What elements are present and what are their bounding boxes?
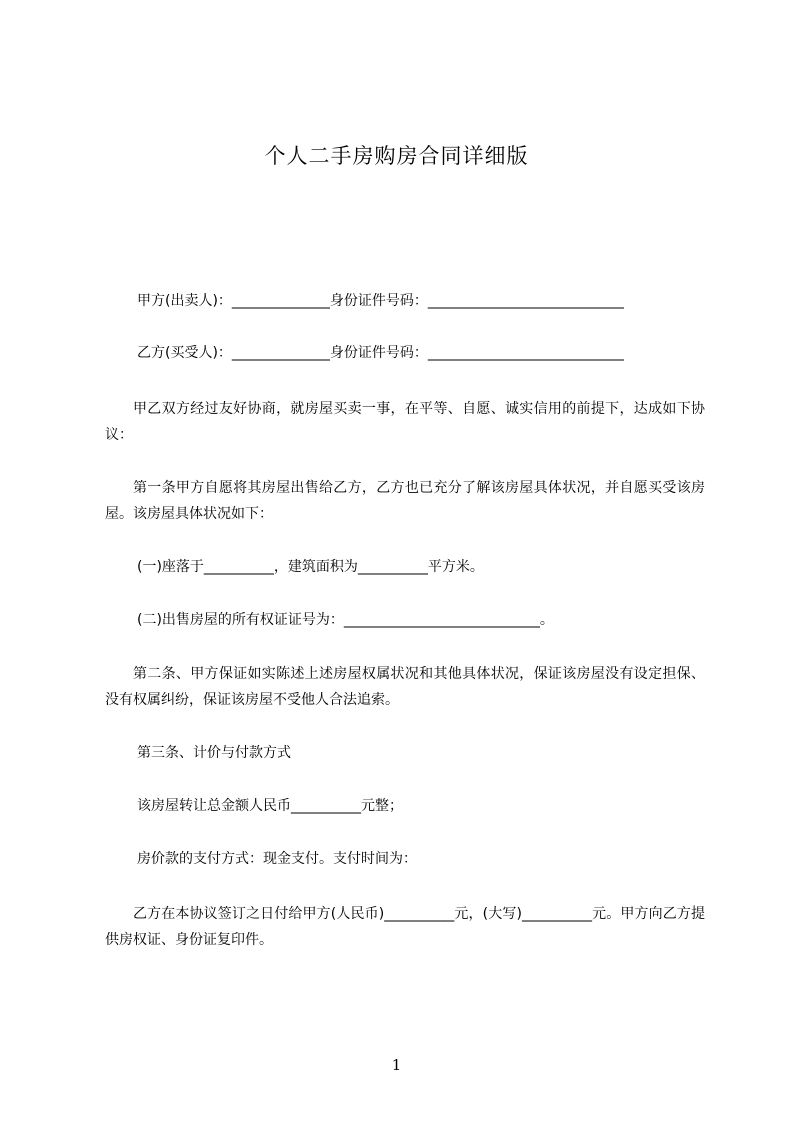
article-3-heading: 第三条、计价与付款方式 [137, 745, 291, 761]
total-price-line: 该房屋转让总金额人民币__________元整； [137, 798, 403, 814]
party-b-line: 乙方(买受人)：______________身份证件号码：____________________________ [137, 345, 624, 361]
page-number: 1 [391, 1056, 402, 1074]
preamble-paragraph: 甲乙双方经过友好协商，就房屋买卖一事，在平等、自愿、诚实信用的前提下，达成如下协议： [105, 401, 705, 443]
document-title: 个人二手房购房合同详细版 [264, 144, 529, 168]
article-1-paragraph: 第一条甲方自愿将其房屋出售给乙方，乙方也已充分了解该房屋具体状况，并自愿买受该房屋。该房屋具体状况如下： [105, 480, 705, 522]
article-2-paragraph: 第二条、甲方保证如实陈述上述房屋权属状况和其他具体状况，保证该房屋没有设定担保、没有权属纠纷，保证该房屋不受他人合法追索。 [105, 666, 705, 708]
payment-method-line: 房价款的支付方式：现金支付。支付时间为： [137, 851, 417, 867]
party-a-line: 甲方(出卖人)：______________身份证件号码：____________________________ [137, 293, 624, 309]
item-2-certificate: (二)出售房屋的所有权证证号为：____________________________。 [137, 612, 554, 628]
item-1-location: (一)座落于__________，建筑面积为__________平方米。 [137, 559, 484, 575]
payment-detail-paragraph: 乙方在本协议签订之日付给甲方(人民币)__________元，(大写)__________元。甲方向乙方提供房权证、身份证复印件。 [105, 906, 705, 948]
